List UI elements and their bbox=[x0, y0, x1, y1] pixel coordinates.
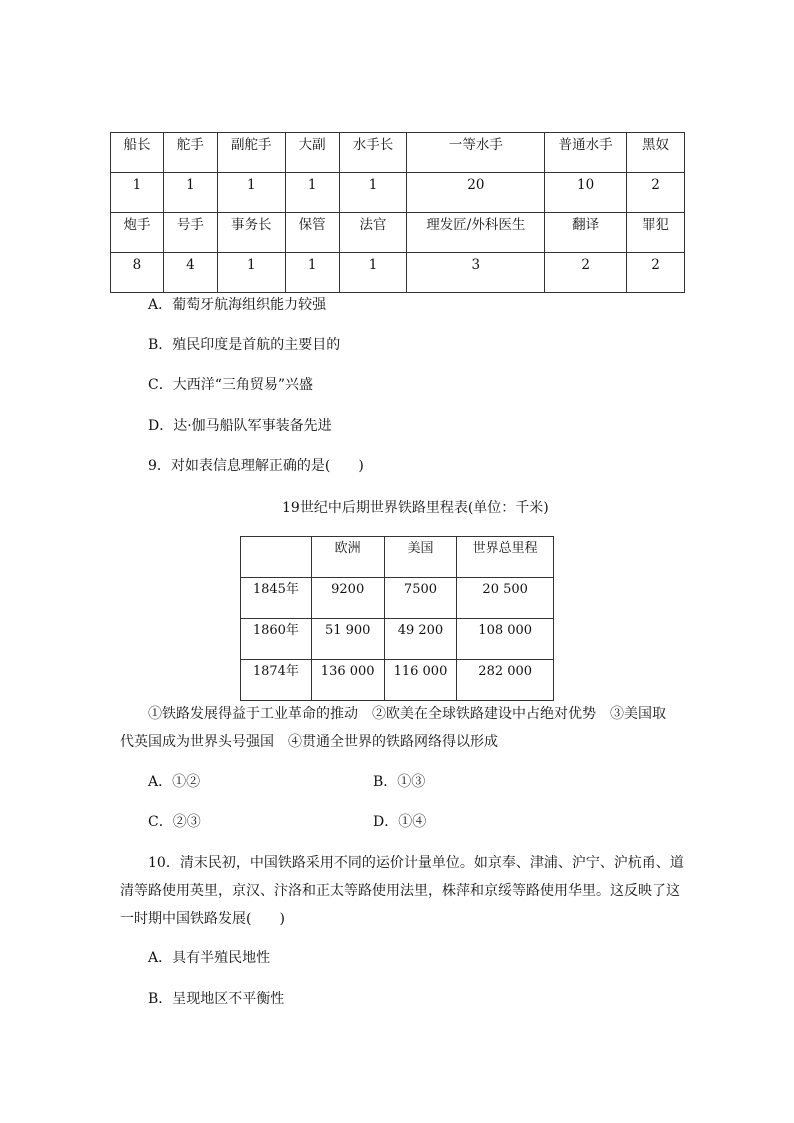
q9-option-a: A．①② bbox=[148, 774, 201, 790]
table-cell: 法官 bbox=[339, 213, 407, 253]
q10-stem-line2: 清等路使用英里，京汉、汴洛和正太等路使用法里，株萍和京绥等路使用华里。这反映了这 bbox=[120, 883, 680, 899]
table-row bbox=[111, 173, 685, 213]
table-cell: 8 bbox=[111, 253, 164, 293]
railway-table bbox=[240, 536, 554, 701]
table-cell: 1 bbox=[217, 253, 285, 293]
q10-option-b: B．呈现地区不平衡性 bbox=[148, 991, 285, 1007]
q8-option-a: A．葡萄牙航海组织能力较强 bbox=[148, 297, 327, 313]
q10-option-a: A．具有半殖民地性 bbox=[148, 950, 271, 966]
table-cell: 282 000 bbox=[457, 660, 554, 701]
table-cell: 136 000 bbox=[311, 660, 384, 701]
table-cell: 大副 bbox=[285, 133, 339, 173]
table-cell: 炮手 bbox=[111, 213, 164, 253]
table-row bbox=[241, 619, 554, 660]
table-cell: 理发匠/外科医生 bbox=[407, 213, 545, 253]
table-cell: 舵手 bbox=[163, 133, 217, 173]
table-cell: 1 bbox=[163, 173, 217, 213]
table-cell: 108 000 bbox=[457, 619, 554, 660]
table-row bbox=[111, 133, 685, 173]
table-cell: 一等水手 bbox=[407, 133, 545, 173]
table-cell: 116 000 bbox=[384, 660, 457, 701]
table-cell: 罪犯 bbox=[627, 213, 685, 253]
table-row bbox=[111, 253, 685, 293]
table-cell: 20 500 bbox=[457, 578, 554, 619]
table-cell: 保管 bbox=[285, 213, 339, 253]
table-cell: 4 bbox=[163, 253, 217, 293]
table-cell: 1 bbox=[285, 173, 339, 213]
crew-table bbox=[110, 132, 685, 293]
table-cell: 副舵手 bbox=[217, 133, 285, 173]
table-cell: 1 bbox=[285, 253, 339, 293]
table-cell: 号手 bbox=[163, 213, 217, 253]
q8-option-c: C．大西洋“三角贸易”兴盛 bbox=[148, 377, 314, 393]
table-cell: 2 bbox=[627, 173, 685, 213]
q9-option-b: B．①③ bbox=[373, 774, 426, 790]
table-cell: 2 bbox=[627, 253, 685, 293]
table-cell: 水手长 bbox=[339, 133, 407, 173]
table-cell: 1860年 bbox=[241, 619, 312, 660]
q9-table-title: 19世纪中后期世界铁路里程表(单位：千米) bbox=[282, 500, 549, 516]
table-cell: 船长 bbox=[111, 133, 164, 173]
table-row bbox=[241, 578, 554, 619]
q10-stem-line3: 一时期中国铁路发展( ) bbox=[120, 911, 285, 927]
q9-statements-line1: ①铁路发展得益于工业革命的推动 ②欧美在全球铁路建设中占绝对优势 ③美国取 bbox=[148, 706, 666, 722]
table-cell: 1845年 bbox=[241, 578, 312, 619]
q8-option-d: D．达·伽马船队军事装备先进 bbox=[148, 418, 332, 434]
table-cell: 2 bbox=[545, 253, 627, 293]
table-cell: 3 bbox=[407, 253, 545, 293]
table-cell: 事务长 bbox=[217, 213, 285, 253]
table-cell: 9200 bbox=[311, 578, 384, 619]
q9-statements-line2: 代英国成为世界头号强国 ④贯通全世界的铁路网络得以形成 bbox=[120, 734, 498, 750]
table-cell: 翻译 bbox=[545, 213, 627, 253]
table-cell: 49 200 bbox=[384, 619, 457, 660]
table-cell bbox=[241, 537, 312, 578]
table-header-cell: 美国 bbox=[384, 537, 457, 578]
q10-stem-line1: 10．清末民初，中国铁路采用不同的运价计量单位。如京奉、津浦、沪宁、沪杭甬、道 bbox=[148, 855, 684, 871]
table-cell: 1 bbox=[217, 173, 285, 213]
q8-option-b: B．殖民印度是首航的主要目的 bbox=[148, 337, 341, 353]
q9-option-d: D．①④ bbox=[373, 814, 427, 830]
table-header-row bbox=[241, 537, 554, 578]
table-cell: 1 bbox=[339, 253, 407, 293]
table-cell: 10 bbox=[545, 173, 627, 213]
q9-stem: 9．对如表信息理解正确的是( ) bbox=[148, 458, 364, 474]
q9-option-c: C．②③ bbox=[148, 814, 201, 830]
table-cell: 1 bbox=[339, 173, 407, 213]
table-cell: 1874年 bbox=[241, 660, 312, 701]
table-header-cell: 欧洲 bbox=[311, 537, 384, 578]
table-row bbox=[111, 213, 685, 253]
table-cell: 7500 bbox=[384, 578, 457, 619]
table-cell: 普通水手 bbox=[545, 133, 627, 173]
table-header-cell: 世界总里程 bbox=[457, 537, 554, 578]
table-row bbox=[241, 660, 554, 701]
table-cell: 1 bbox=[111, 173, 164, 213]
table-cell: 51 900 bbox=[311, 619, 384, 660]
table-cell: 20 bbox=[407, 173, 545, 213]
table-cell: 黑奴 bbox=[627, 133, 685, 173]
